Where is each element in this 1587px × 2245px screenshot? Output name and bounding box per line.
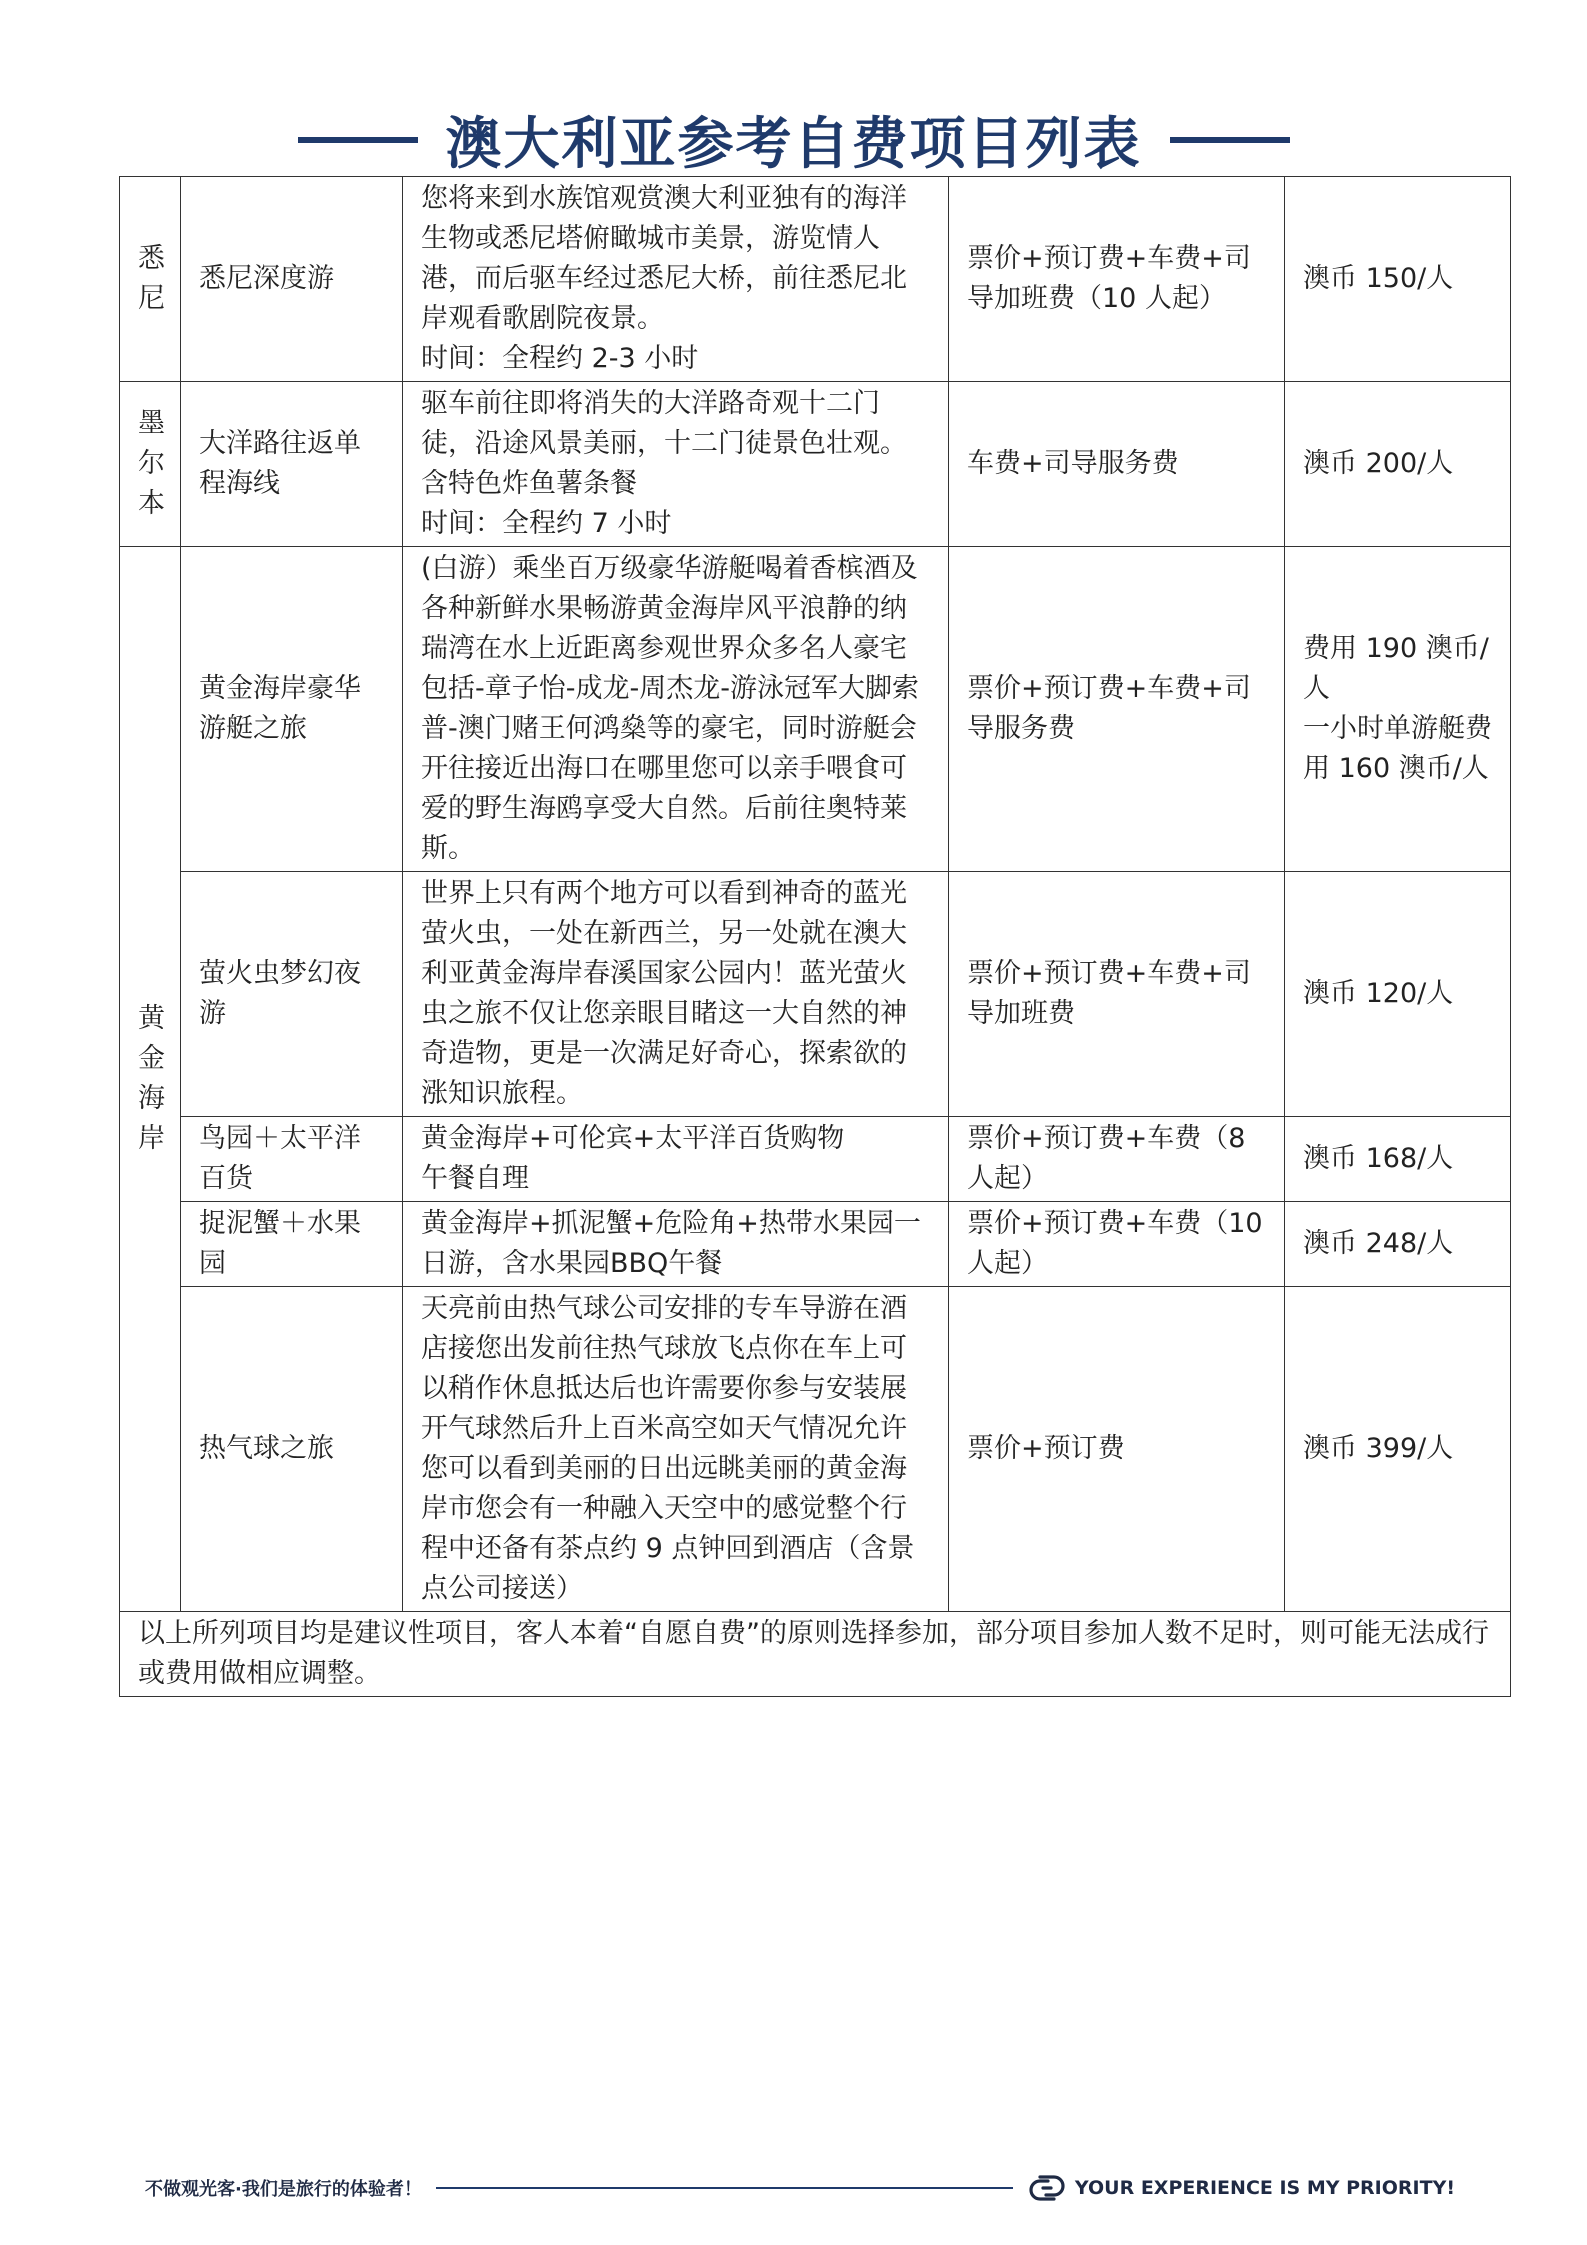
region-char: 海: [138, 1083, 165, 1114]
price-includes: 票价+预订费+车费+司导服务费: [949, 547, 1285, 872]
table-row: [120, 1287, 1511, 1612]
title-right-rule: [1170, 137, 1290, 143]
region-cell-melbourne: [120, 382, 181, 547]
excursion-name: 萤火虫梦幻夜游: [181, 872, 403, 1117]
excursion-name: 悉尼深度游: [181, 177, 403, 382]
region-char: 尔: [138, 448, 165, 479]
excursion-name: 黄金海岸豪华游艇之旅: [181, 547, 403, 872]
price-includes: 票价+预订费+车费+司导加班费: [949, 872, 1285, 1117]
excursion-name: 鸟园＋太平洋百货: [181, 1117, 403, 1202]
price: 澳币 120/人: [1285, 872, 1511, 1117]
region-cell-gold-coast: [120, 547, 181, 1612]
region-char: 尼: [138, 283, 165, 314]
table-row: [120, 1202, 1511, 1287]
region-char: 岸: [138, 1123, 165, 1154]
table-row: [120, 1117, 1511, 1202]
excursion-description: [403, 382, 949, 547]
excursion-name: 热气球之旅: [181, 1287, 403, 1612]
price-includes: 票价+预订费+车费+司导加班费（10 人起）: [949, 177, 1285, 382]
excursion-description: (白游）乘坐百万级豪华游艇喝着香槟酒及各种新鲜水果畅游黄金海岸风平浪静的纳瑞湾在水上近距离参观世界众多名人豪宅包括-章子怡-成龙-周杰龙-游泳冠军大脚索普-澳门赌王何鸿燊等的豪宅，同时游艇会开往接近出海口在哪里您可以亲手喂食可爱的野生海鸥享受大自然。后前往奥特莱斯。: [403, 547, 949, 872]
price: 澳币 168/人: [1285, 1117, 1511, 1202]
region-char: 黄: [138, 1003, 165, 1034]
price: 费用 190 澳币/人 一小时单游艇费用 160 澳币/人: [1285, 547, 1511, 872]
price: 澳币 200/人: [1285, 382, 1511, 547]
region-char: 本: [138, 488, 165, 519]
table-row: [120, 872, 1511, 1117]
excursion-description: 黄金海岸+抓泥蟹+危险角+热带水果园一日游，含水果园BBQ午餐: [403, 1202, 949, 1287]
disclaimer-note: 以上所列项目均是建议性项目，客人本着“自愿自费”的原则选择参加，部分项目参加人数不足时，则可能无法成行或费用做相应调整。: [120, 1612, 1511, 1697]
excursion-table: [119, 176, 1511, 1697]
price: 澳币 399/人: [1285, 1287, 1511, 1612]
table-row: [120, 547, 1511, 872]
price-includes: 车费+司导服务费: [949, 382, 1285, 547]
footer-divider: [436, 2187, 1013, 2189]
page-footer: [145, 2168, 1455, 2208]
excursion-description: 世界上只有两个地方可以看到神奇的蓝光萤火虫，一处在新西兰，另一处就在澳大利亚黄金海岸春溪国家公园内！蓝光萤火虫之旅不仅让您亲眼目睹这一大自然的神奇造物，更是一次满足好奇心，探索欲的涨知识旅程。: [403, 872, 949, 1117]
price: 澳币 150/人: [1285, 177, 1511, 382]
price-includes: 票价+预订费+车费（10人起）: [949, 1202, 1285, 1287]
loop-logo-icon: [1029, 2170, 1065, 2206]
excursion-description: [403, 177, 949, 382]
region-cell-sydney: [120, 177, 181, 382]
excursion-description: 黄金海岸+可伦宾+太平洋百货购物 午餐自理: [403, 1117, 949, 1202]
title-left-rule: [298, 137, 418, 143]
excursion-name: 捉泥蟹＋水果园: [181, 1202, 403, 1287]
price: 澳币 248/人: [1285, 1202, 1511, 1287]
price-includes: 票价+预订费+车费（8人起）: [949, 1117, 1285, 1202]
duration-text: 时间：全程约 7 小时: [421, 508, 672, 539]
excursion-description: 天亮前由热气球公司安排的专车导游在酒店接您出发前往热气球放飞点你在车上可以稍作休息抵达后也许需要你参与安装展开气球然后升上百米高空如天气情况允许您可以看到美丽的日出远眺美丽的黄金海岸市您会有一种融入天空中的感觉整个行程中还备有茶点约 9 点钟回到酒店（含景点公司接送）: [403, 1287, 949, 1612]
footer-slogan: 不做观光客·我们是旅行的体验者！: [145, 2179, 422, 2200]
table-row: [120, 1612, 1511, 1697]
price-includes: 票价+预订费: [949, 1287, 1285, 1612]
region-char: 墨: [138, 408, 165, 439]
page-header: [0, 100, 1587, 180]
excursion-name: 大洋路往返单程海线: [181, 382, 403, 547]
table-row: [120, 177, 1511, 382]
region-char: 悉: [138, 243, 165, 274]
description-text: 驱车前往即将消失的大洋路奇观十二门徒，沿途风景美丽，十二门徒景色壮观。含特色炸鱼薯条餐: [421, 388, 907, 499]
description-text: 您将来到水族馆观赏澳大利亚独有的海洋生物或悉尼塔俯瞰城市美景，游览情人港，而后驱车经过悉尼大桥，前往悉尼北岸观看歌剧院夜景。: [421, 183, 907, 334]
page-title: 澳大利亚参考自费项目列表: [445, 112, 1142, 177]
region-char: 金: [138, 1043, 165, 1074]
duration-text: 时间：全程约 2-3 小时: [421, 343, 699, 374]
table-row: [120, 382, 1511, 547]
footer-tagline: YOUR EXPERIENCE IS MY PRIORITY!: [1074, 2177, 1455, 2199]
